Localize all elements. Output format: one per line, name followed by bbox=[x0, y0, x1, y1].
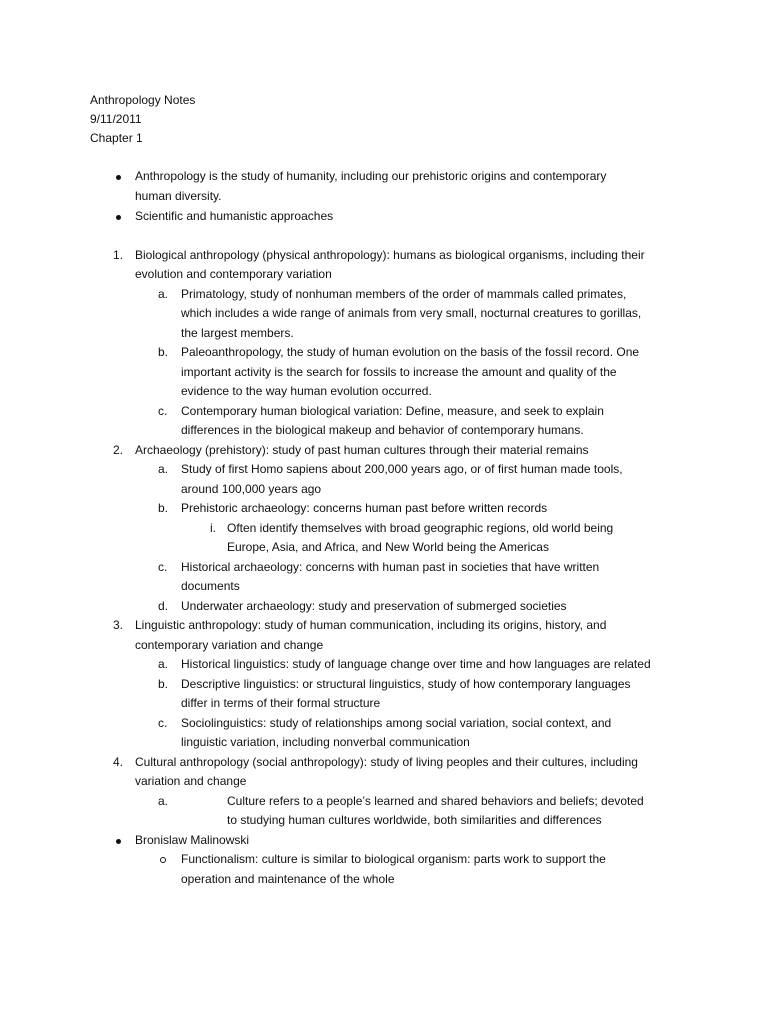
document-date: 9/11/2011 bbox=[90, 112, 142, 126]
subitem-text: Primatology, study of nonhuman members of the order of mammals called primates, bbox=[181, 286, 627, 301]
subitem-text: differences in the biological makeup and behavior of contemporary humans. bbox=[181, 423, 584, 437]
bullet-icon bbox=[116, 831, 121, 851]
subitem-letter: d. bbox=[158, 598, 169, 613]
section-text: Archaeology (prehistory): study of past human cultures through their material remains bbox=[135, 442, 589, 457]
subitem-text: Historical linguistics: study of language change over time and how languages are related bbox=[181, 657, 651, 671]
subitem-text: Sociolinguistics: study of relationships among social variation, social context, and bbox=[181, 715, 612, 730]
chapter-heading: Chapter 1 bbox=[90, 131, 143, 145]
subsubitem-text: Often identify themselves with broad geographic regions, old world being bbox=[227, 520, 614, 535]
subitem-text: important activity is the search for fossils to increase the amount and quality of the bbox=[181, 364, 617, 379]
subitem-text: Underwater archaeology: study and preservation of submerged societies bbox=[181, 598, 567, 613]
malinowski-item-text: Functionalism: culture is similar to biological organism: parts work to support the bbox=[181, 852, 606, 866]
bullet-text: Anthropology is the study of humanity, including our prehistoric origins and contemporary bbox=[135, 169, 607, 183]
section-number: 2. bbox=[113, 442, 124, 457]
subitem-text: Study of first Homo sapiens about 200,000 years ago, or of first human made tools, bbox=[181, 462, 623, 476]
subitem-text: the largest members. bbox=[181, 325, 294, 340]
section-text: evolution and contemporary variation bbox=[135, 267, 332, 281]
bullet-text: Scientific and humanistic approaches bbox=[135, 209, 334, 223]
bullet-icon bbox=[116, 167, 121, 187]
subitem-text: to studying human cultures worldwide, both similarities and differences bbox=[227, 813, 602, 827]
subitem-letter: c. bbox=[158, 403, 168, 418]
malinowski-heading: Bronislaw Malinowski bbox=[135, 832, 250, 847]
subitem-text: differ in terms of their formal structure bbox=[181, 696, 381, 710]
subitem-text: Descriptive linguistics: or structural linguistics, study of how contemporary languages bbox=[181, 676, 631, 691]
subitem-letter: b. bbox=[158, 676, 169, 691]
section-text: Linguistic anthropology: study of human communication, including its origins, history, and bbox=[135, 618, 607, 632]
section-text: Cultural anthropology (social anthropology): study of living peoples and their cultures, including bbox=[135, 754, 638, 769]
section-text: contemporary variation and change bbox=[135, 637, 324, 652]
subitem-letter: c. bbox=[158, 559, 168, 574]
subitem-text: Culture refers to a people’s learned and shared behaviors and beliefs; devoted bbox=[227, 793, 644, 808]
circle-bullet-icon bbox=[160, 850, 166, 870]
subitem-text: documents bbox=[181, 579, 240, 593]
subitem-letter: a. bbox=[158, 793, 169, 808]
section-text: variation and change bbox=[135, 774, 247, 788]
subitem-letter: c. bbox=[158, 715, 168, 730]
section-number: 1. bbox=[113, 247, 124, 262]
subitem-text: Paleoanthropology, the study of human evolution on the basis of the fossil record. One bbox=[181, 345, 640, 359]
section-number: 3. bbox=[113, 618, 124, 632]
subitem-text: Historical archaeology: concerns with human past in societies that have written bbox=[181, 559, 600, 574]
subitem-text: which includes a wide range of animals from very small, nocturnal creatures to gorillas, bbox=[181, 306, 642, 320]
subitem-letter: b. bbox=[158, 345, 169, 359]
section-text: Biological anthropology (physical anthropology): humans as biological organisms, including their bbox=[135, 247, 645, 262]
subitem-letter: a. bbox=[158, 657, 169, 671]
section-number: 4. bbox=[113, 754, 124, 769]
bullet-icon bbox=[116, 207, 121, 227]
document-title: Anthropology Notes bbox=[90, 93, 196, 107]
subitem-text: Prehistoric archaeology: concerns human past before written records bbox=[181, 501, 548, 515]
bullet-text: human diversity. bbox=[135, 188, 222, 203]
subitem-letter: a. bbox=[158, 462, 169, 476]
subsubitem-numeral: i. bbox=[210, 520, 216, 535]
subitem-letter: b. bbox=[158, 501, 169, 515]
malinowski-item-text: operation and maintenance of the whole bbox=[181, 871, 395, 886]
subitem-text: Contemporary human biological variation: Define, measure, and seek to explain bbox=[181, 403, 604, 418]
subitem-text: evidence to the way human evolution occurred. bbox=[181, 384, 432, 398]
subitem-text: around 100,000 years ago bbox=[181, 481, 322, 496]
subitem-letter: a. bbox=[158, 286, 169, 301]
subitem-text: linguistic variation, including nonverbal communication bbox=[181, 735, 470, 749]
subsubitem-text: Europe, Asia, and Africa, and New World being the Americas bbox=[227, 540, 549, 554]
